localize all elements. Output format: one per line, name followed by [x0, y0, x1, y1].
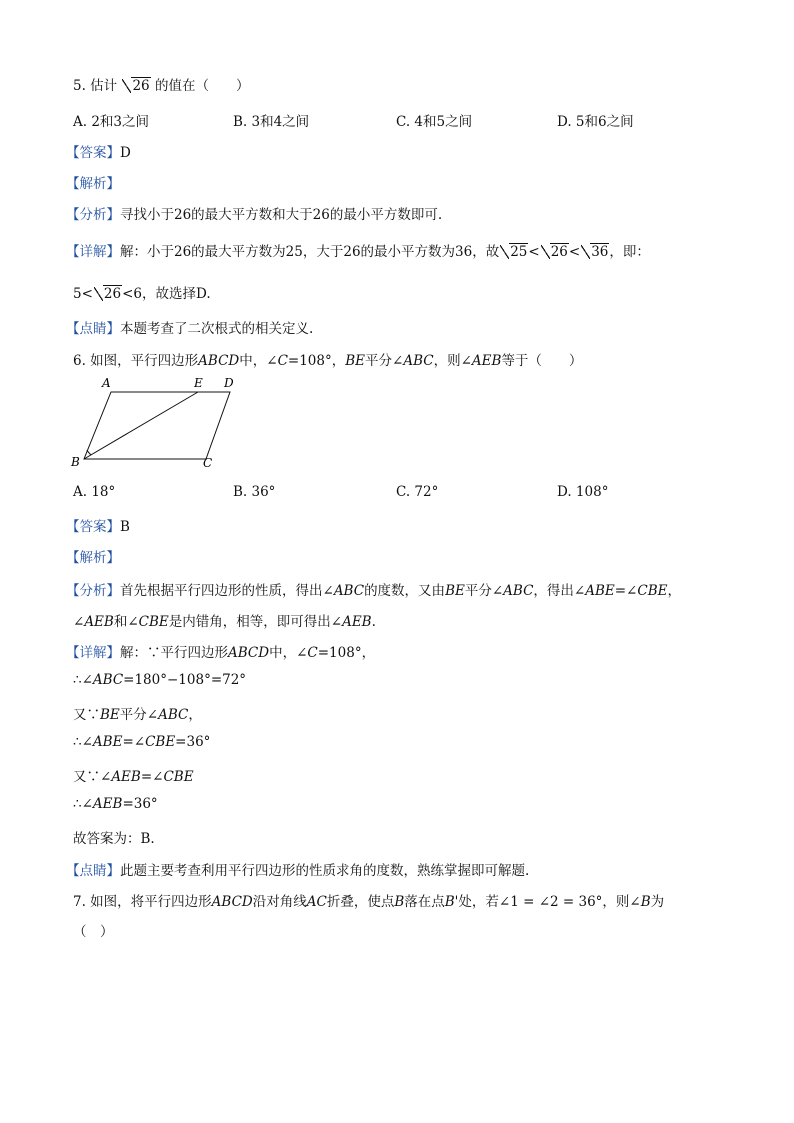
label-d: D	[224, 376, 234, 390]
q6-fenxi-cont	[73, 610, 376, 630]
label-c: C	[203, 456, 213, 470]
text-run: =∠	[140, 769, 164, 785]
angle-mark-b	[87, 450, 91, 455]
text-run: 首先根据平行四边形的性质，得出∠	[120, 583, 334, 599]
xiangjie-text: 解：小于26的最大平方数为25，大于26的最小平方数为36，故	[120, 244, 500, 260]
math-symbol: CBE	[145, 734, 176, 750]
fenxi-tag: 【分析】	[66, 583, 120, 599]
text-run: ∴∠	[73, 796, 93, 812]
text-run: 解：∵平行四边形	[120, 645, 228, 661]
q6-option-b: B. 36°	[233, 484, 276, 500]
math-symbol: B	[394, 894, 405, 910]
segment-be	[84, 392, 198, 459]
dianjing-tag: 【点睛】	[66, 321, 120, 337]
math-symbol: AEB	[84, 614, 114, 630]
q5-dianjing	[66, 317, 313, 337]
text-run: 折叠，使点	[326, 894, 395, 910]
text-run: 平分∠	[119, 707, 159, 723]
math-symbol: B	[640, 894, 651, 910]
less-than: <	[122, 286, 134, 302]
radicand: 36	[591, 244, 609, 260]
xiangjie-tag: 【详解】	[66, 244, 120, 260]
text-run: =108°，	[287, 353, 346, 369]
math-symbol: ABE	[92, 734, 123, 750]
answer-value: B	[120, 519, 130, 535]
text-run: 等于（ ）	[501, 353, 583, 369]
text-run: 又∵	[73, 707, 100, 723]
q6-step-4	[73, 765, 194, 785]
q5-option-b: B. 3和4之间	[233, 114, 310, 130]
text-run: ，	[188, 707, 202, 723]
q5-answer	[66, 141, 131, 161]
math-symbol: AC	[306, 894, 327, 910]
q6-answer	[66, 515, 130, 535]
math-symbol: AEB	[92, 796, 123, 812]
answer-tag: 【答案】	[66, 519, 120, 535]
q6-option-c: C. 72°	[396, 484, 439, 500]
q6-fenxi	[66, 579, 681, 599]
jiexi-tag: 【解析】	[66, 550, 120, 566]
less-than: <	[528, 244, 540, 260]
sqrt-26	[122, 78, 150, 94]
math-symbol: ABC	[503, 583, 534, 599]
text-run: 为	[650, 894, 665, 910]
q6-dianjing	[66, 859, 529, 879]
radicand: 26	[103, 286, 122, 302]
text-run: 中，∠	[239, 353, 278, 369]
answer-tag: 【答案】	[66, 145, 120, 161]
math-symbol: AEB	[111, 769, 141, 785]
math-symbol: ABC	[403, 353, 434, 369]
text-run: =180°−108°=72°	[123, 672, 247, 688]
math-symbol: ABCD	[211, 894, 253, 910]
q6-jiexi	[66, 546, 120, 566]
math-symbol: BE	[445, 583, 465, 599]
radicand: 26	[132, 78, 150, 94]
math-symbol: C	[307, 645, 318, 661]
q6-xiangjie	[66, 641, 375, 661]
math-symbol: ABC	[158, 707, 189, 723]
q6-option-d: D. 108°	[557, 484, 609, 500]
q5-stem-tail: 的值在（ ）	[154, 78, 250, 94]
sqrt-36	[581, 244, 609, 260]
sqrt-26	[541, 244, 569, 260]
text-run: =108°，	[317, 645, 376, 661]
dianjing-text: 本题考查了二次根式的相关定义.	[120, 321, 314, 337]
text-run: =∠	[122, 734, 146, 750]
math-symbol: C	[277, 353, 288, 369]
math-symbol: ABC	[92, 672, 124, 688]
xiangjie-text	[120, 645, 375, 661]
math-symbol: CBE	[163, 769, 194, 785]
dianjing-tag: 【点睛】	[66, 863, 120, 879]
math-symbol: AEB	[342, 614, 372, 630]
q5-option-c: C. 4和5之间	[396, 114, 473, 130]
q6-step-5	[73, 796, 158, 812]
q6-step-6	[73, 827, 155, 847]
text-run: ∠	[73, 614, 85, 630]
xiangjie-tail: ，即：	[609, 244, 650, 260]
q7-stem-cont: （ ）	[73, 924, 114, 940]
dianjing-text: 此题主要考查利用平行四边形的性质求角的度数，熟练掌握即可解题.	[120, 863, 530, 879]
answer-value: D	[120, 145, 131, 161]
num-six: 6	[133, 286, 142, 302]
q6-step-2	[73, 703, 202, 723]
xiangjie-conclusion: ，故选择D.	[142, 286, 211, 302]
q6-option-a: A. 18°	[73, 484, 116, 500]
xiangjie-tag: 【详解】	[66, 645, 120, 661]
math-symbol: BE	[345, 353, 366, 369]
text-run: ，得出∠	[533, 583, 586, 599]
label-a: A	[102, 376, 111, 390]
q5-option-d: D. 5和6之间	[557, 114, 634, 130]
math-symbol: CBE	[138, 614, 169, 630]
q6-stem	[73, 349, 582, 369]
fenxi-text: 寻找小于26的最大平方数和大于26的最小平方数即可.	[120, 207, 443, 223]
text-run: ∴∠	[73, 734, 93, 750]
q5-xiangjie	[66, 240, 650, 260]
q6-step-3	[73, 734, 210, 750]
text-run: 平分∠	[365, 353, 404, 369]
text-run: ，	[667, 583, 681, 599]
q5-stem	[73, 74, 249, 94]
text-run: 故答案为：B.	[73, 831, 155, 847]
text-run: 6. 如图，平行四边形	[73, 353, 199, 369]
text-run: =36°	[175, 734, 211, 750]
math-symbol: BE	[100, 707, 120, 723]
sqrt-25	[500, 244, 528, 260]
label-b: B	[71, 455, 80, 469]
q6-step-1	[73, 672, 246, 688]
label-e: E	[194, 376, 203, 390]
math-symbol: ABC	[333, 583, 365, 599]
text-run: 平分∠	[464, 583, 504, 599]
q6-parallelogram-figure	[66, 370, 256, 474]
q5-xiangjie-cont	[73, 282, 211, 302]
text-run: 处，若∠1 = ∠2 = 36°，则∠	[458, 894, 641, 910]
fenxi-text	[120, 583, 681, 599]
math-symbol: B'	[444, 894, 459, 910]
less-than: <	[81, 286, 93, 302]
jiexi-tag: 【解析】	[66, 176, 120, 192]
text-run: 中，∠	[269, 645, 308, 661]
q5-stem-text: 5. 估计	[73, 78, 118, 94]
q5-option-a: A. 2和3之间	[73, 114, 150, 130]
math-symbol: AEB	[471, 353, 502, 369]
q7-stem	[73, 890, 664, 910]
text-run: =∠	[614, 583, 638, 599]
math-symbol: ABCD	[228, 645, 270, 661]
num-five: 5	[73, 286, 82, 302]
text-run: 又∵∠	[73, 769, 112, 785]
math-symbol: ABE	[585, 583, 615, 599]
text-run: 是内错角，相等，即可得出∠	[168, 614, 343, 630]
q5-fenxi	[66, 203, 442, 223]
text-run: 的度数，又由	[364, 583, 446, 599]
text-run: ，则∠	[433, 353, 472, 369]
less-than: <	[568, 244, 581, 260]
text-run: 沿对角线	[252, 894, 307, 910]
math-symbol: CBE	[637, 583, 668, 599]
radicand: 26	[550, 244, 568, 260]
text-run: 落在点	[404, 894, 445, 910]
text-run: 7. 如图，将平行四边形	[73, 894, 212, 910]
text-run: =36°	[122, 796, 158, 812]
radicand: 25	[510, 244, 528, 260]
text-run: ∴∠	[73, 672, 93, 688]
text-run: .	[371, 614, 376, 630]
math-symbol: ABCD	[198, 353, 240, 369]
sqrt-26	[94, 286, 122, 302]
parallelogram-abcd	[84, 392, 230, 459]
fenxi-tag: 【分析】	[66, 207, 120, 223]
text-run: 和∠	[113, 614, 139, 630]
q5-jiexi	[66, 172, 120, 192]
